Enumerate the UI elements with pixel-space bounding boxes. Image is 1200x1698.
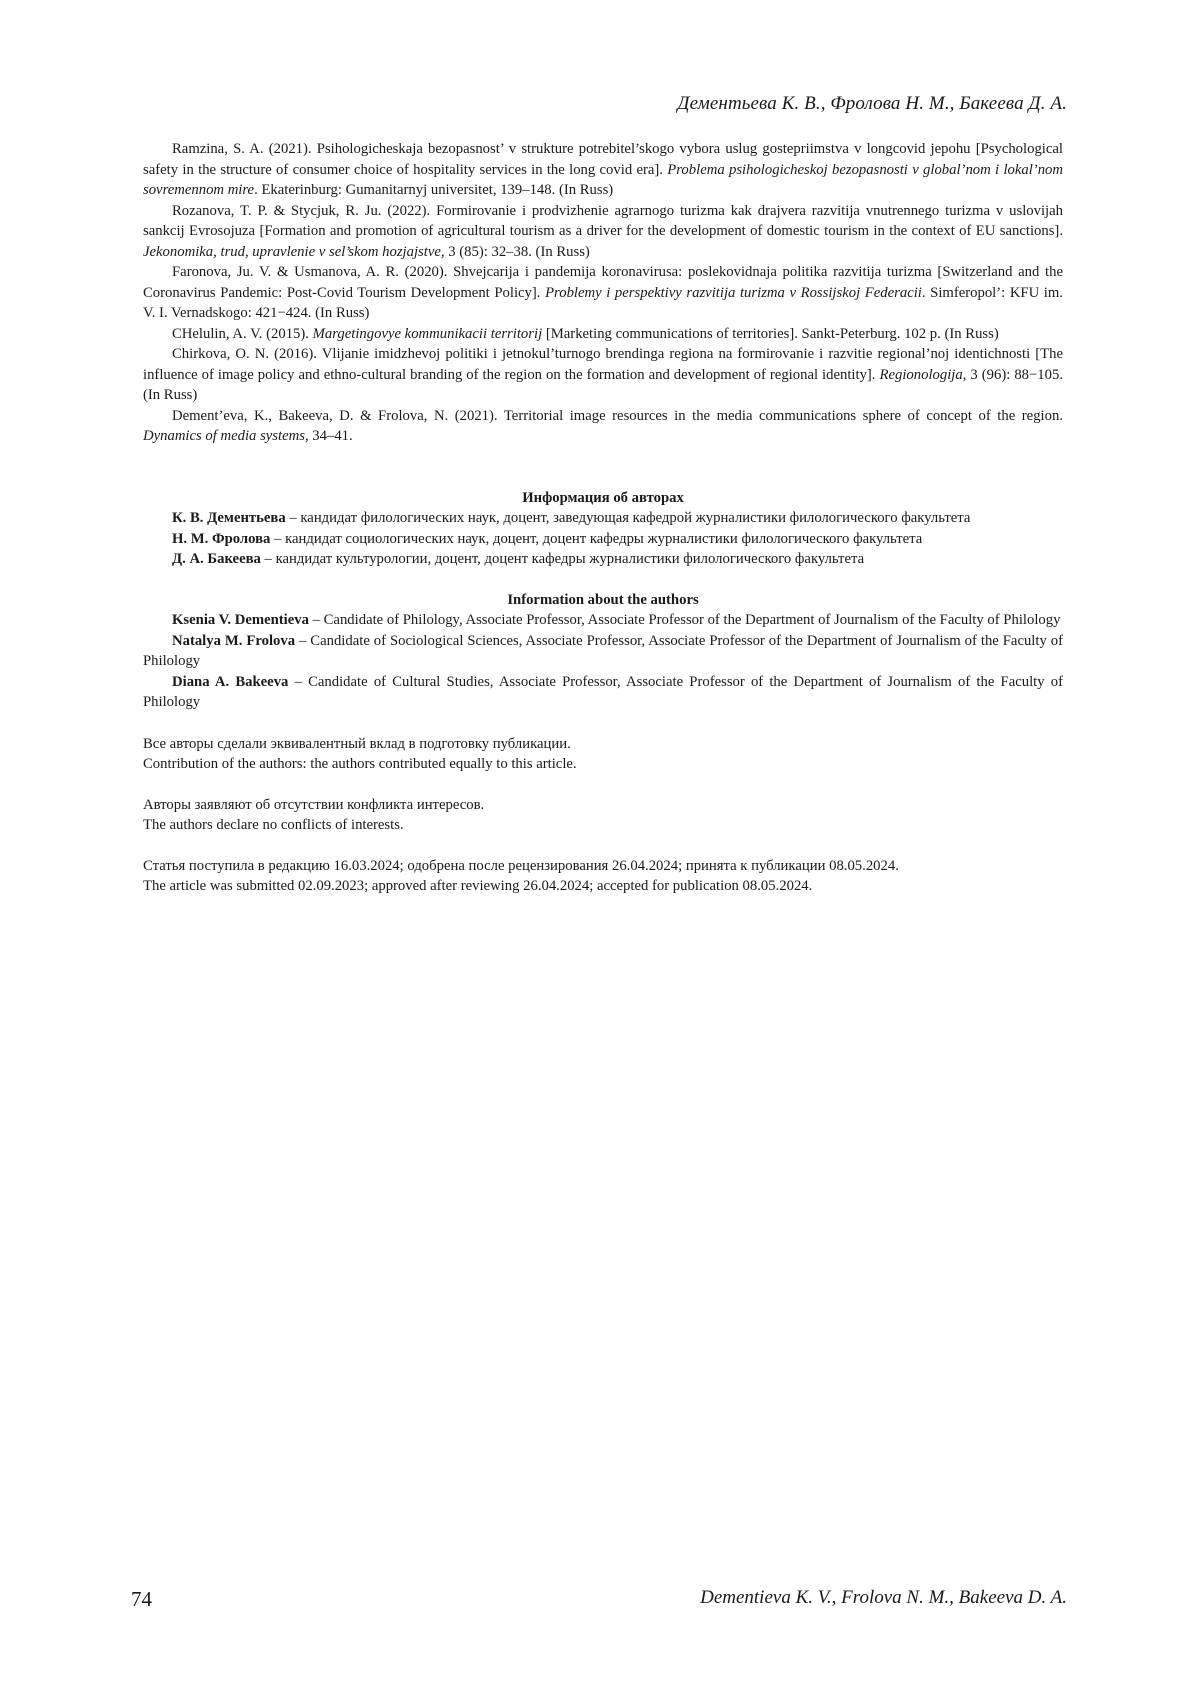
author-name: Diana A. Bakeeva [172, 673, 289, 690]
contribution-note [143, 734, 1063, 775]
reference-item: Chirkova, O. N. (2016). Vlijanie imidzhevoj politiki i jetnokul’turnogo brendinga regiona na formirovanie i razvitie regional’noj identichnosti [The influence of image policy and ethno-cultural branding of the region on the formation and development of regional identity]. Regionologija, 3 (96): 88−105. (In Russ) [143, 346, 1063, 403]
contribution-en: Contribution of the authors: the authors contributed equally to this article. [143, 756, 577, 772]
dates-note [143, 856, 1063, 897]
reference-item: Rozanova, T. P. & Stycjuk, R. Ju. (2022). Formirovanie i prodvizhenie agrarnogo turizma kak drajvera razvitija vnutrennego turizma v uslovijah sankcij Evrosojuza [Formation and promotion of agricultural tourism as a driver for the development of domestic tourism in the context of EU sanctions]. Jekonomika, trud, upravlenie v sel’skom hozjajstve, 3 (85): 32–38. (In Russ) [143, 202, 1063, 260]
author-name: Natalya M. Frolova [172, 632, 296, 649]
page-number: 74 [131, 1587, 152, 1611]
running-title: Дементьева К. В., Фролова Н. М., Бакеева Д. А. [677, 93, 1067, 114]
conflict-note [143, 795, 1063, 836]
reference-item: Dement’eva, K., Bakeeva, D. & Frolova, N. (2021). Territorial image resources in the media communications sphere of concept of the region. Dynamics of media systems, 34–41. [143, 407, 1063, 444]
author-entry: Д. А. Бакеева – кандидат культурологии, доцент, доцент кафедры журналистики филологического факультета [172, 551, 865, 567]
reference-list [143, 139, 1063, 447]
contribution-ru: Все авторы сделали эквивалентный вклад в подготовку публикации. [143, 735, 571, 752]
author-entry: К. В. Дементьева – кандидат филологических наук, доцент, заведующая кафедрой журналистики филологического факультета [172, 510, 971, 526]
author-name: Ksenia V. Dementieva [172, 612, 309, 628]
reference-item: Faronova, Ju. V. & Usmanova, A. R. (2020). Shvejcarija i pandemija koronavirusa: poslekovidnaja politika razvitija turizma [Switzerland and the Coronavirus Pandemic: Post-Covid Tourism Development Policy]. Problemy i perspektivy razvitija turizma v Rossijskoj Federacii. Simferopol’: KFU im. V. I. Vernadskogo: 421−424. (In Russ) [143, 264, 1063, 321]
dates-en: The article was submitted 02.09.2023; approved after reviewing 26.04.2024; accepted for publication 08.05.2024. [143, 878, 813, 894]
reference-item: CHelulin, A. V. (2015). Margetingovye kommunikacii territorij [Marketing communications of territories]. Sankt-Peterburg. 102 p. (In Russ) [172, 325, 999, 342]
conflict-en: The authors declare no conflicts of interests. [143, 817, 404, 833]
author-name: Н. М. Фролова [172, 530, 271, 547]
author-name: К. В. Дементьева [172, 510, 286, 526]
author-name: Д. А. Бакеева [172, 551, 261, 567]
footer-authors: Dementieva K. V., Frolova N. M., Bakeeva D. A. [700, 1587, 1067, 1608]
author-entry: Diana A. Bakeeva – Candidate of Cultural Studies, Associate Professor, Associate Professor of the Department of Journalism of the Faculty of Philology [143, 673, 1064, 710]
author-entry: Н. М. Фролова – кандидат социологических наук, доцент, доцент кафедры журналистики филологического факультета [172, 530, 923, 547]
authors-info-ru [143, 488, 1063, 570]
article-notes [143, 734, 1063, 897]
page-body [143, 139, 1063, 917]
authors-info-en [143, 590, 1063, 713]
reference-item: Ramzina, S. A. (2021). Psihologicheskaja bezopasnost’ v strukture potrebitel’skogo vybora uslug gostepriimstva v longcovid jepohu [Psychological safety in the structure of consumer choice of hospitality services in the long covid era]. Problema psihologicheskoj bezopasnosti v global’nom i lokal’nom sovremennom mire. Ekaterinburg: Gumanitarnyj universitet, 139–148. (In Russ) [143, 141, 1063, 198]
author-entry: Natalya M. Frolova – Candidate of Sociological Sciences, Associate Professor, Associate Professor of the Department of Journalism of the Faculty of Philology [143, 632, 1063, 669]
authors-heading-ru: Информация об авторах [522, 489, 684, 506]
authors-heading-en: Information about the authors [507, 591, 699, 608]
dates-ru: Статья поступила в редакцию 16.03.2024; одобрена после рецензирования 26.04.2024; принята к публикации 08.05.2024. [143, 857, 899, 874]
conflict-ru: Авторы заявляют об отсутствии конфликта интересов. [143, 796, 485, 813]
author-entry: Ksenia V. Dementieva – Candidate of Philology, Associate Professor, Associate Professor of the Department of Journalism of the Faculty of Philology [172, 612, 1061, 628]
